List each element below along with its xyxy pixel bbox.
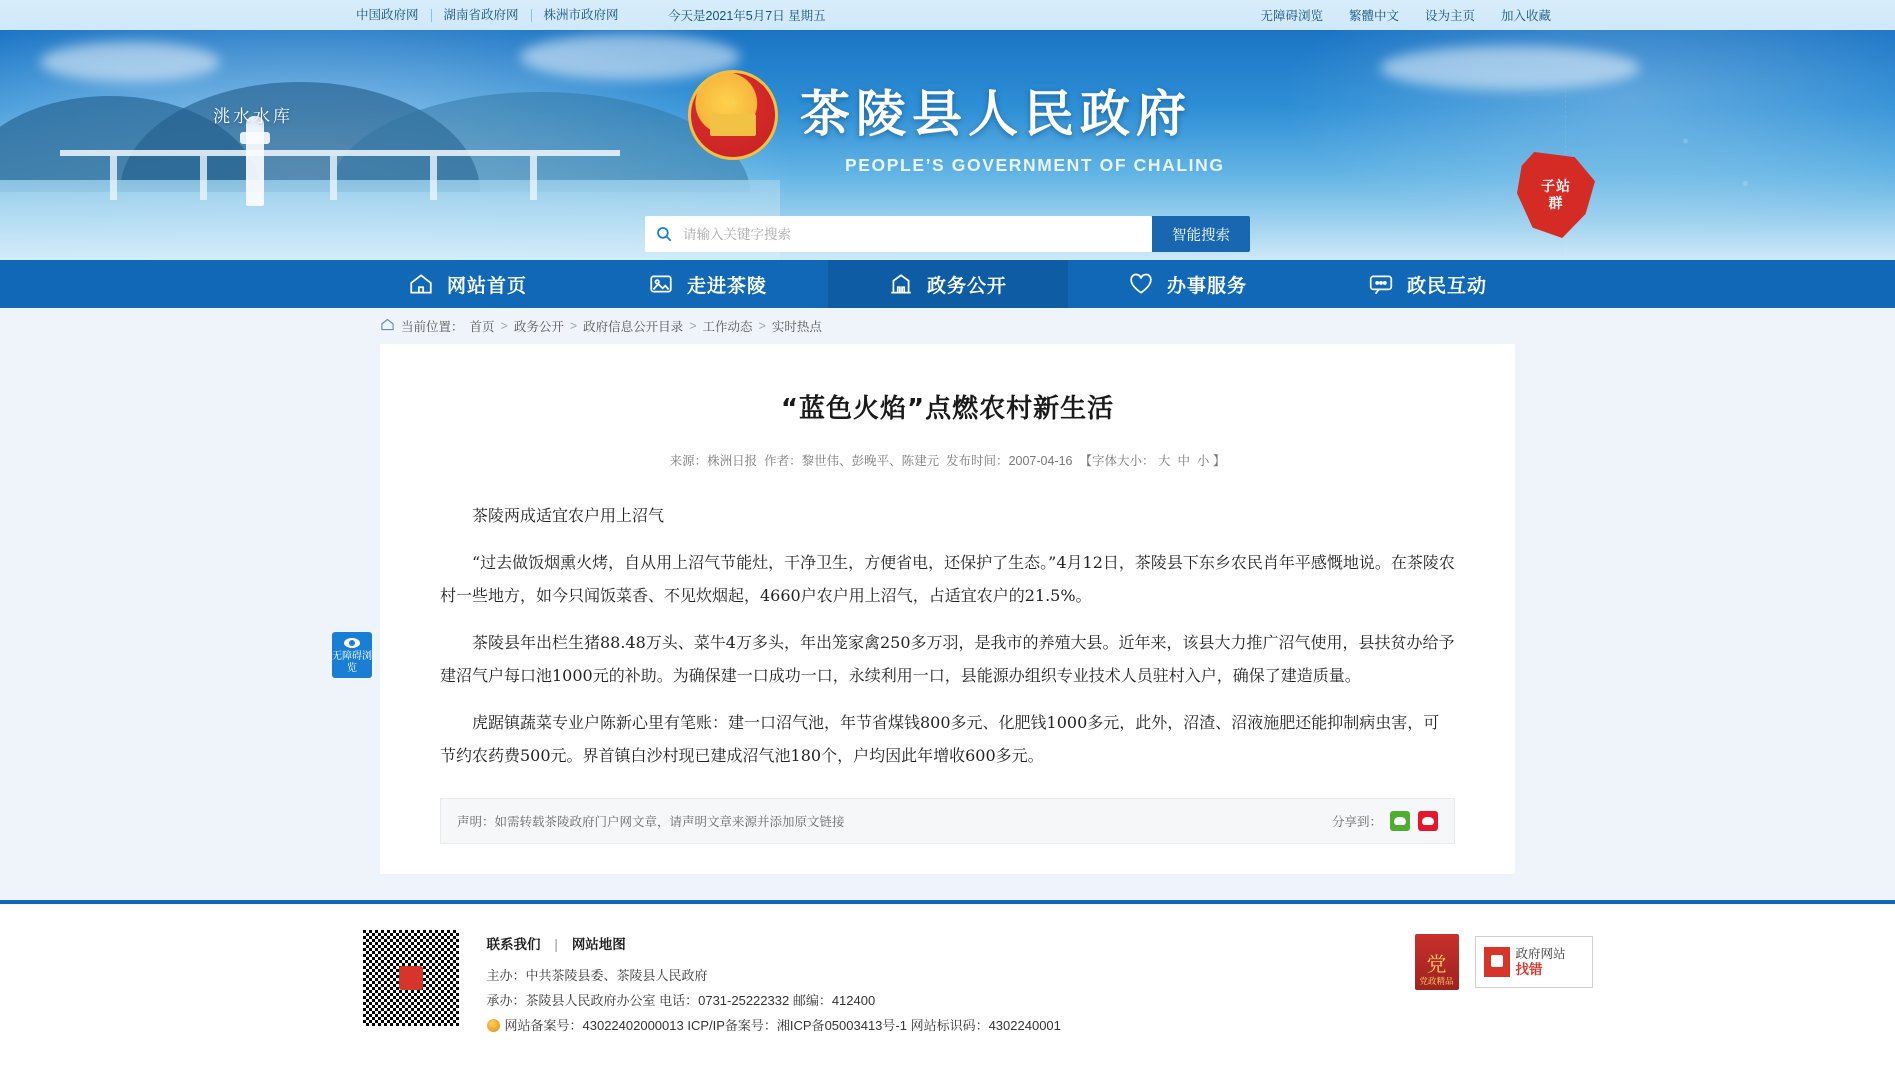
accessibility-float-label: 无障碍浏览 <box>332 650 372 674</box>
bridge-pier <box>530 156 537 200</box>
top-link-china-gov[interactable]: 中国政府网 <box>344 9 432 22</box>
footer-badges <box>1415 934 1593 990</box>
chat-icon <box>1368 271 1394 297</box>
footer-operator-line: 承办：茶陵县人民政府办公室 电话：0731-25222332 邮编：412400 <box>486 993 876 1008</box>
breadcrumb-separator: > <box>500 319 508 333</box>
reprint-statement-bar <box>440 798 1455 844</box>
site-title: 茶陵县人民政府 <box>800 85 1192 143</box>
cloud-decoration <box>1380 46 1640 90</box>
article-paragraph: 茶陵县年出栏生猪88.48万头、菜牛4万多头，年出笼家禽250多万羽，是我市的养殖大县。近年来，该县大力推广沼气使用，县扶贫办给予建沼气户每口池1000元的补助。为确保建一口成功一口，永续利用一口，县能源办组织专业技术人员驻村入户，确保了建造质量。 <box>440 633 1455 685</box>
image-icon <box>648 271 674 297</box>
nav-label: 政务公开 <box>926 275 1007 297</box>
article-meta <box>440 451 1455 469</box>
accessibility-float-button[interactable] <box>332 632 372 678</box>
publish-time-label: 发布时间： <box>946 454 1009 468</box>
nav-label: 网站首页 <box>446 275 527 297</box>
bridge-pier <box>200 156 207 200</box>
top-link-hunan-gov[interactable]: 湖南省政府网 <box>432 9 532 22</box>
nav-item-interaction[interactable] <box>1308 260 1548 308</box>
nav-label: 办事服务 <box>1166 275 1247 297</box>
breadcrumb-item-work-news[interactable]: 工作动态 <box>702 320 753 334</box>
national-emblem-icon: ★ <box>688 70 778 160</box>
share-group <box>1332 811 1438 831</box>
traditional-chinese-link[interactable]: 繁體中文 <box>1348 9 1399 23</box>
footer-link-separator: | <box>554 937 559 952</box>
smart-search-button[interactable]: 智能搜索 <box>1152 216 1250 252</box>
wechat-icon[interactable] <box>1390 811 1410 831</box>
weibo-icon[interactable] <box>1418 811 1438 831</box>
breadcrumb-bar <box>0 308 1895 344</box>
gov-website-error-badge[interactable] <box>1475 936 1593 988</box>
party-award-label: 党政精品 <box>1419 976 1454 986</box>
bridge-pier <box>330 156 337 200</box>
source-label: 来源： <box>669 454 708 468</box>
site-subtitle: PEOPLE’S GOVERNMENT OF CHALING <box>845 155 1225 175</box>
site-footer <box>0 904 1895 1078</box>
home-icon <box>380 317 395 335</box>
police-badge-icon <box>487 1019 500 1032</box>
add-favorite-link[interactable]: 加入收藏 <box>1500 9 1551 23</box>
tower-decoration <box>246 116 264 206</box>
search-input[interactable] <box>681 226 1142 243</box>
nav-item-home[interactable] <box>348 260 588 308</box>
breadcrumb-item-home[interactable]: 首页 <box>469 320 495 334</box>
footer-record-line: 网站备案号：43022402000013 ICP/IP备案号：湘ICP备05003413号-1 网站标识码：4302240001 <box>504 1018 1061 1033</box>
publish-time-value: 2007-04-16 <box>1008 454 1073 468</box>
search-icon <box>655 225 673 243</box>
home-icon <box>408 271 434 297</box>
building-icon <box>888 271 914 297</box>
top-link-zhuzhou-gov[interactable]: 株洲市政府网 <box>543 7 619 22</box>
main-nav <box>0 260 1895 308</box>
nav-label: 走进茶陵 <box>686 275 767 297</box>
font-size-small[interactable]: 小 <box>1196 454 1210 468</box>
search-bar <box>645 216 1250 252</box>
accessibility-link[interactable]: 无障碍浏览 <box>1260 9 1323 23</box>
nav-label: 政民互动 <box>1406 275 1487 297</box>
font-size-medium[interactable]: 中 <box>1177 454 1190 468</box>
top-bar-utilities <box>1260 0 1551 30</box>
eye-icon <box>344 638 360 648</box>
bridge-pier <box>430 156 437 200</box>
footer-info <box>487 930 1061 1038</box>
article-paragraph: 茶陵两成适宜农户用上沼气 <box>472 506 665 525</box>
lake-label: 洮水水库 <box>213 107 293 126</box>
breadcrumb-separator: > <box>569 319 578 333</box>
cloud-decoration <box>40 42 220 82</box>
bridge-pier <box>110 156 117 200</box>
author-label: 作者： <box>764 454 802 468</box>
party-award-badge[interactable] <box>1415 934 1459 990</box>
article-title: “蓝色火焰”点燃农村新生活 <box>780 394 1115 424</box>
gov-badge-line2: 找错 <box>1515 961 1543 977</box>
article-body <box>440 499 1455 772</box>
nav-item-government-affairs[interactable] <box>828 260 1068 308</box>
substation-group-button[interactable] <box>1517 152 1595 238</box>
nav-item-services[interactable] <box>1068 260 1308 308</box>
article-paragraph: 虎踞镇蔬菜专业户陈新心里有笔账：建一口沼气池，年节省煤钱800多元、化肥钱1000多元，此外，沼渣、沼液施肥还能抑制病虫害，可节约农药费500元。界首镇白沙村现已建成沼气池180个，户均因此年增收600多元。 <box>440 713 1440 765</box>
font-size-label: 【字体大小： <box>1079 454 1155 468</box>
substation-group-label: 子站群 <box>1541 178 1571 211</box>
qr-code-image <box>363 930 459 1026</box>
map-decoration <box>1565 90 1865 260</box>
breadcrumb <box>380 308 1515 344</box>
contact-us-link[interactable]: 联系我们 <box>486 937 541 952</box>
footer-host-line: 主办：中共茶陵县委、茶陵县人民政府 <box>486 968 708 983</box>
breadcrumb-separator: > <box>689 319 697 333</box>
gov-badge-line1: 政府网站 <box>1515 946 1566 961</box>
site-banner <box>0 30 1895 260</box>
top-bar-links <box>344 0 631 30</box>
author-value: 黎世伟、彭晚平、陈建元 <box>801 454 940 468</box>
sitemap-link[interactable]: 网站地图 <box>571 937 626 952</box>
font-size-suffix: 】 <box>1212 454 1226 468</box>
top-bar <box>0 0 1895 30</box>
reprint-statement-text: 声明：如需转载茶陵政府门户网文章，请声明文章来源并添加原文链接 <box>457 815 845 829</box>
article-card <box>332 344 1515 874</box>
search-box[interactable] <box>645 216 1152 252</box>
breadcrumb-item-hot[interactable]: 实时热点 <box>771 320 822 334</box>
font-size-large[interactable]: 大 <box>1157 454 1171 468</box>
footer-links <box>487 932 1061 957</box>
share-label: 分享到： <box>1331 815 1382 829</box>
gov-site-icon <box>1484 947 1510 977</box>
current-date: 今天是2021年5月7日 星期五 <box>668 9 826 23</box>
party-award-icon: 党 <box>1426 954 1447 976</box>
heart-icon <box>1128 271 1154 297</box>
set-homepage-link[interactable]: 设为主页 <box>1424 9 1475 23</box>
nav-item-about-chaling[interactable] <box>588 260 828 308</box>
breadcrumb-item-government-affairs[interactable]: 政务公开 <box>513 320 564 334</box>
article-paragraph: “过去做饭烟熏火烤，自从用上沼气节能灶，干净卫生，方便省电，还保护了生态。”4月12日，茶陵县下东乡农民肖年平感慨地说。在茶陵农村一些地方，如今只闻饭菜香、不见炊烟起，4660户农户用上沼气，占适宜农户的21.5%。 <box>440 553 1455 605</box>
content-background <box>0 344 1895 900</box>
source-value: 株洲日报 <box>707 454 758 468</box>
breadcrumb-separator: > <box>758 319 766 333</box>
footer-record-line-wrap <box>487 1013 1061 1038</box>
breadcrumb-item-catalog[interactable]: 政府信息公开目录 <box>583 320 684 334</box>
breadcrumb-prefix: 当前位置： <box>401 320 464 334</box>
